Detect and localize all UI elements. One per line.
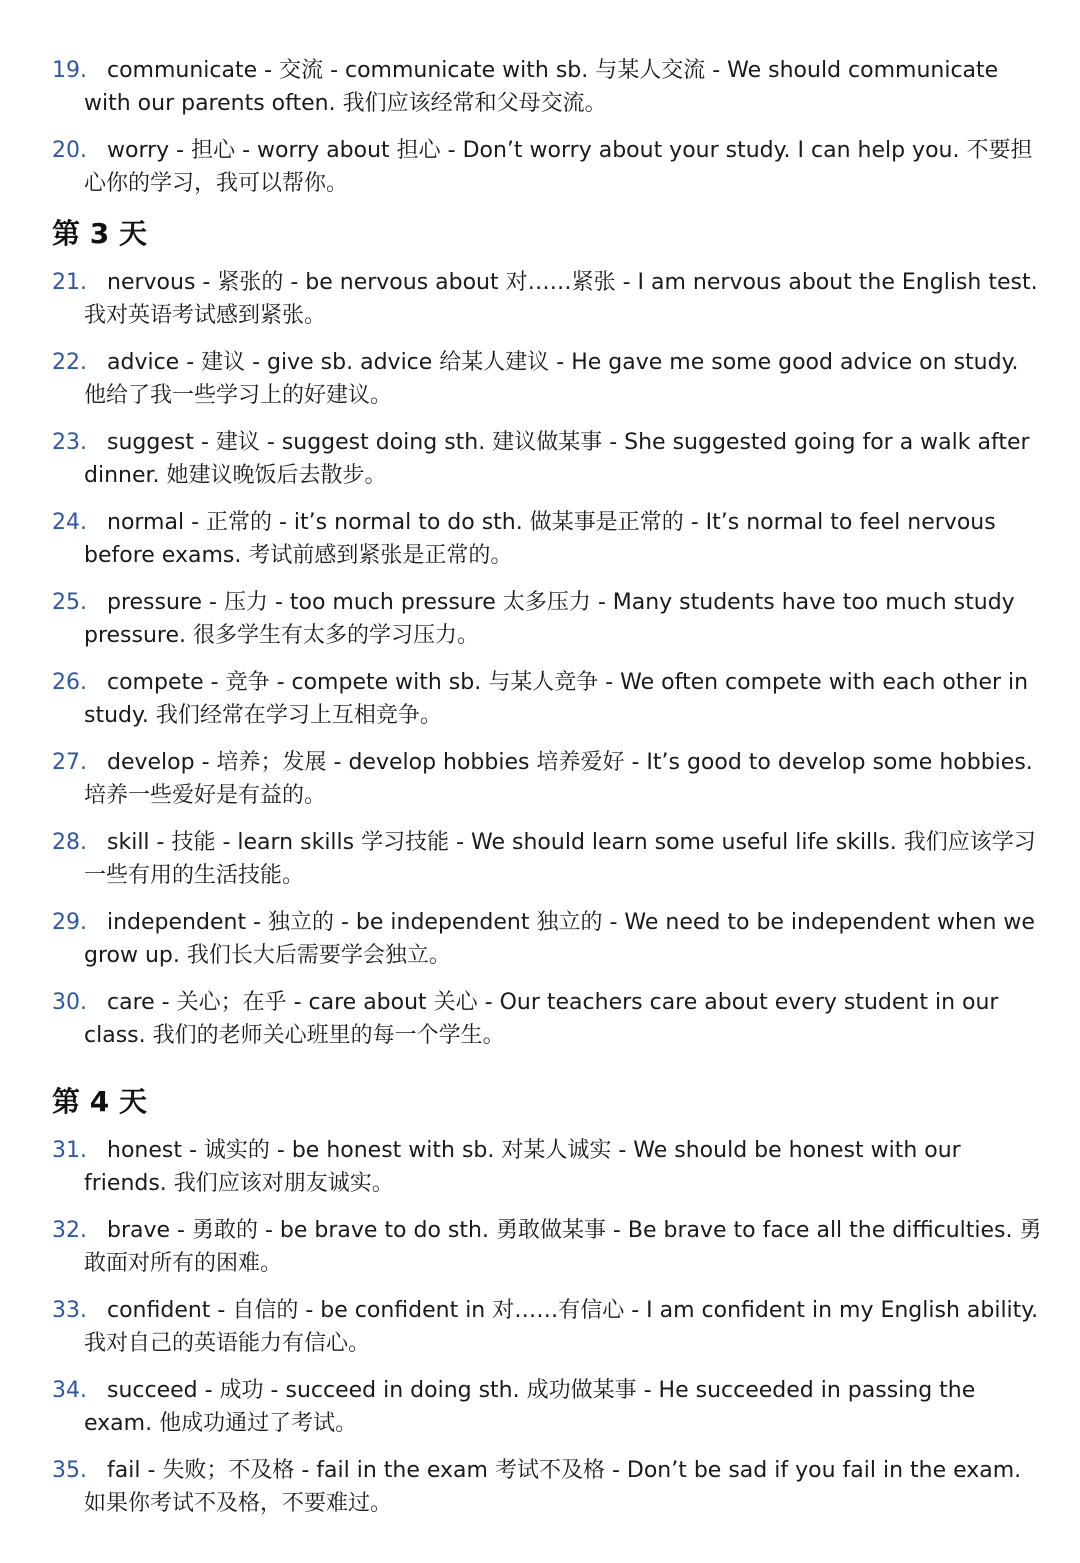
vocab-entry-34	[52, 1374, 1042, 1440]
entry-number: 22.	[52, 350, 87, 375]
entry-text: skill - 技能 - learn skills 学习技能 - We should learn some useful life skills. 我们应该学习一些有用的生活技能。	[84, 830, 1036, 888]
entry-text: honest - 诚实的 - be honest with sb. 对某人诚实 - We should be honest with our friends. 我们应该对朋友诚实。	[84, 1138, 961, 1196]
entry-number: 24.	[52, 510, 87, 535]
entry-number: 19.	[52, 58, 87, 83]
entry-text: advice - 建议 - give sb. advice 给某人建议 - He gave me some good advice on study. 他给了我一些学习上的好建议。	[84, 350, 1019, 408]
vocab-entry-24	[52, 506, 1042, 572]
entry-number: 20.	[52, 138, 87, 163]
entry-text: fail - 失败；不及格 - fail in the exam 考试不及格 - Don’t be sad if you fail in the exam. 如果你考试不及格，不要难过。	[84, 1458, 1022, 1516]
entry-number: 28.	[52, 830, 87, 855]
entry-text: suggest - 建议 - suggest doing sth. 建议做某事 - She suggested going for a walk after dinner. 她建议晚饭后去散步。	[84, 430, 1030, 488]
entry-text: independent - 独立的 - be independent 独立的 - We need to be independent when we grow up. 我们长大后需要学会独立。	[84, 910, 1035, 968]
vocab-entry-29	[52, 906, 1042, 972]
entry-number: 34.	[52, 1378, 87, 1403]
vocab-entry-21	[52, 266, 1042, 332]
vocab-entry-26	[52, 666, 1042, 732]
entry-text: confident - 自信的 - be confident in 对……有信心 - I am confident in my English ability. 我对自己的英语能力有信心。	[84, 1298, 1039, 1356]
entry-text: communicate - 交流 - communicate with sb. 与某人交流 - We should communicate with our parents often. 我们应该经常和父母交流。	[84, 58, 999, 116]
entry-text: worry - 担心 - worry about 担心 - Don’t worry about your study. I can help you. 不要担心你的学习，我可以帮你。	[84, 138, 1033, 196]
entry-number: 23.	[52, 430, 87, 455]
entry-number: 27.	[52, 750, 87, 775]
entry-number: 30.	[52, 990, 87, 1015]
vocab-entry-32	[52, 1214, 1042, 1280]
day-4-heading: 第 4 天	[52, 1085, 147, 1118]
entry-number: 33.	[52, 1298, 87, 1323]
day-3-heading: 第 3 天	[52, 217, 147, 250]
entry-text: brave - 勇敢的 - be brave to do sth. 勇敢做某事 - Be brave to face all the difficulties. 勇敢面对所有的困难。	[84, 1218, 1042, 1276]
vocab-entry-19	[52, 54, 1042, 120]
entry-number: 29.	[52, 910, 87, 935]
entry-number: 32.	[52, 1218, 87, 1243]
entry-text: compete - 竞争 - compete with sb. 与某人竞争 - We often compete with each other in study. 我们经常在学习上互相竞争。	[84, 670, 1029, 728]
vocab-entry-22	[52, 346, 1042, 412]
vocab-entry-20	[52, 134, 1042, 200]
vocab-entry-23	[52, 426, 1042, 492]
vocab-entry-28	[52, 826, 1042, 892]
entry-text: succeed - 成功 - succeed in doing sth. 成功做某事 - He succeeded in passing the exam. 他成功通过了考试。	[84, 1378, 976, 1436]
entry-number: 26.	[52, 670, 87, 695]
entry-number: 31.	[52, 1138, 87, 1163]
entry-text: pressure - 压力 - too much pressure 太多压力 - Many students have too much study pressure. 很多学生有太多的学习压力。	[84, 590, 1015, 648]
entry-text: develop - 培养；发展 - develop hobbies 培养爱好 - It’s good to develop some hobbies. 培养一些爱好是有益的。	[84, 750, 1033, 808]
vocab-entry-35	[52, 1454, 1042, 1520]
entry-number: 21.	[52, 270, 87, 295]
vocab-entry-31	[52, 1134, 1042, 1200]
vocab-entry-33	[52, 1294, 1042, 1360]
entry-number: 25.	[52, 590, 87, 615]
entry-text: nervous - 紧张的 - be nervous about 对……紧张 - I am nervous about the English test. 我对英语考试感到紧张。	[84, 270, 1038, 328]
vocab-entry-25	[52, 586, 1042, 652]
vocab-entry-30	[52, 986, 1042, 1052]
vocab-entry-27	[52, 746, 1042, 812]
entry-text: care - 关心；在乎 - care about 关心 - Our teachers care about every student in our class. 我们的老师关心班里的每一个学生。	[84, 990, 999, 1048]
entry-text: normal - 正常的 - it’s normal to do sth. 做某事是正常的 - It’s normal to feel nervous before exams. 考试前感到紧张是正常的。	[84, 510, 996, 568]
entry-number: 35.	[52, 1458, 87, 1483]
